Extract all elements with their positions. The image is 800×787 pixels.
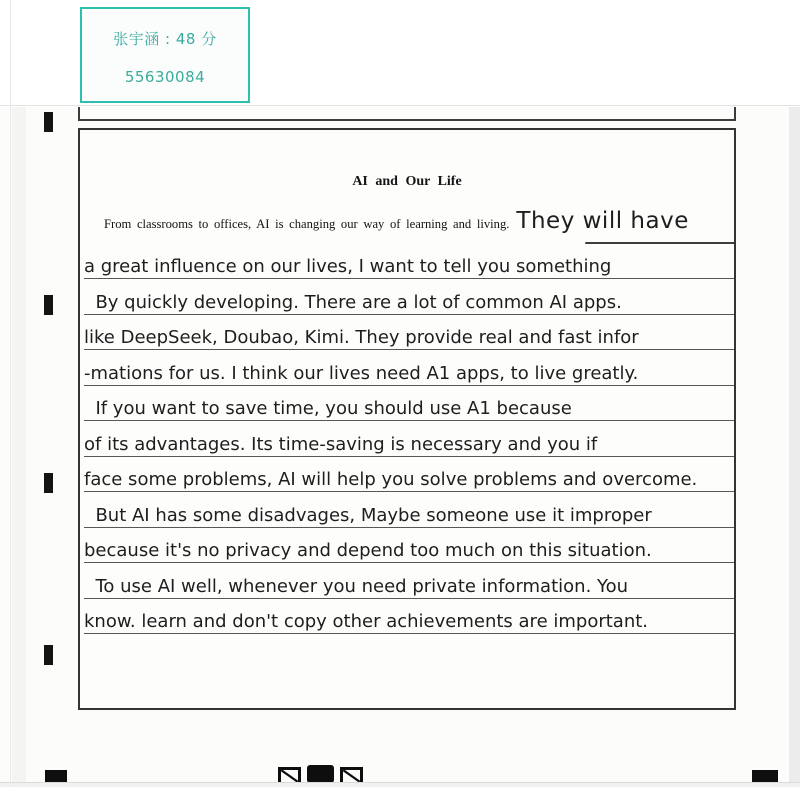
page-edge-right — [789, 107, 800, 787]
handwritten-line: face some problems, AI will help you solve problems and overcome. — [84, 457, 734, 493]
handwritten-line: of its advantages. Its time-saving is necessary and you if — [84, 421, 734, 457]
registration-mark — [45, 770, 67, 782]
handwritten-line: know. learn and don't copy other achievements are important. — [84, 599, 734, 635]
essay-first-line — [84, 208, 734, 244]
handwritten-line: a great influence on our lives, I want to tell you something — [84, 244, 734, 280]
student-score-label: 张宇涵 : 48 分 — [113, 30, 217, 48]
page-bottom-edge — [0, 782, 800, 787]
handwritten-text: They will have — [516, 208, 689, 234]
registration-mark — [752, 770, 778, 782]
handwritten-line: like DeepSeek, Doubao, Kimi. They provide real and fast infor — [84, 315, 734, 351]
handwritten-lines — [84, 244, 734, 635]
page-edge-left — [12, 107, 26, 787]
paper-id: 55630084 — [124, 68, 206, 86]
essay-title: AI and Our Life — [352, 174, 462, 189]
header-band — [0, 0, 800, 106]
timing-mark — [44, 473, 53, 493]
timing-mark — [44, 112, 53, 132]
previous-section-box-edge — [78, 107, 736, 121]
handwritten-line: -mations for us. I think our lives need A1 apps, to live greatly. — [84, 350, 734, 386]
left-border-line — [10, 0, 11, 787]
handwritten-line: To use AI well, whenever you need private information. You — [84, 563, 734, 599]
score-box[interactable] — [80, 7, 250, 103]
printed-prompt-text: From classrooms to offices, AI is changing our way of learning and living. — [104, 217, 510, 231]
scanned-answer-sheet[interactable] — [0, 107, 800, 787]
handwritten-line: But AI has some disadvages, Maybe someone use it improper — [84, 492, 734, 528]
registration-mark — [307, 765, 334, 783]
essay-answer-box — [78, 128, 736, 710]
handwritten-line: because it's no privacy and depend too much on this situation. — [84, 528, 734, 564]
handwritten-line: If you want to save time, you should use A1 because — [84, 386, 734, 422]
handwritten-line: By quickly developing. There are a lot of common AI apps. — [84, 279, 734, 315]
timing-mark — [44, 645, 53, 665]
timing-mark — [44, 295, 53, 315]
